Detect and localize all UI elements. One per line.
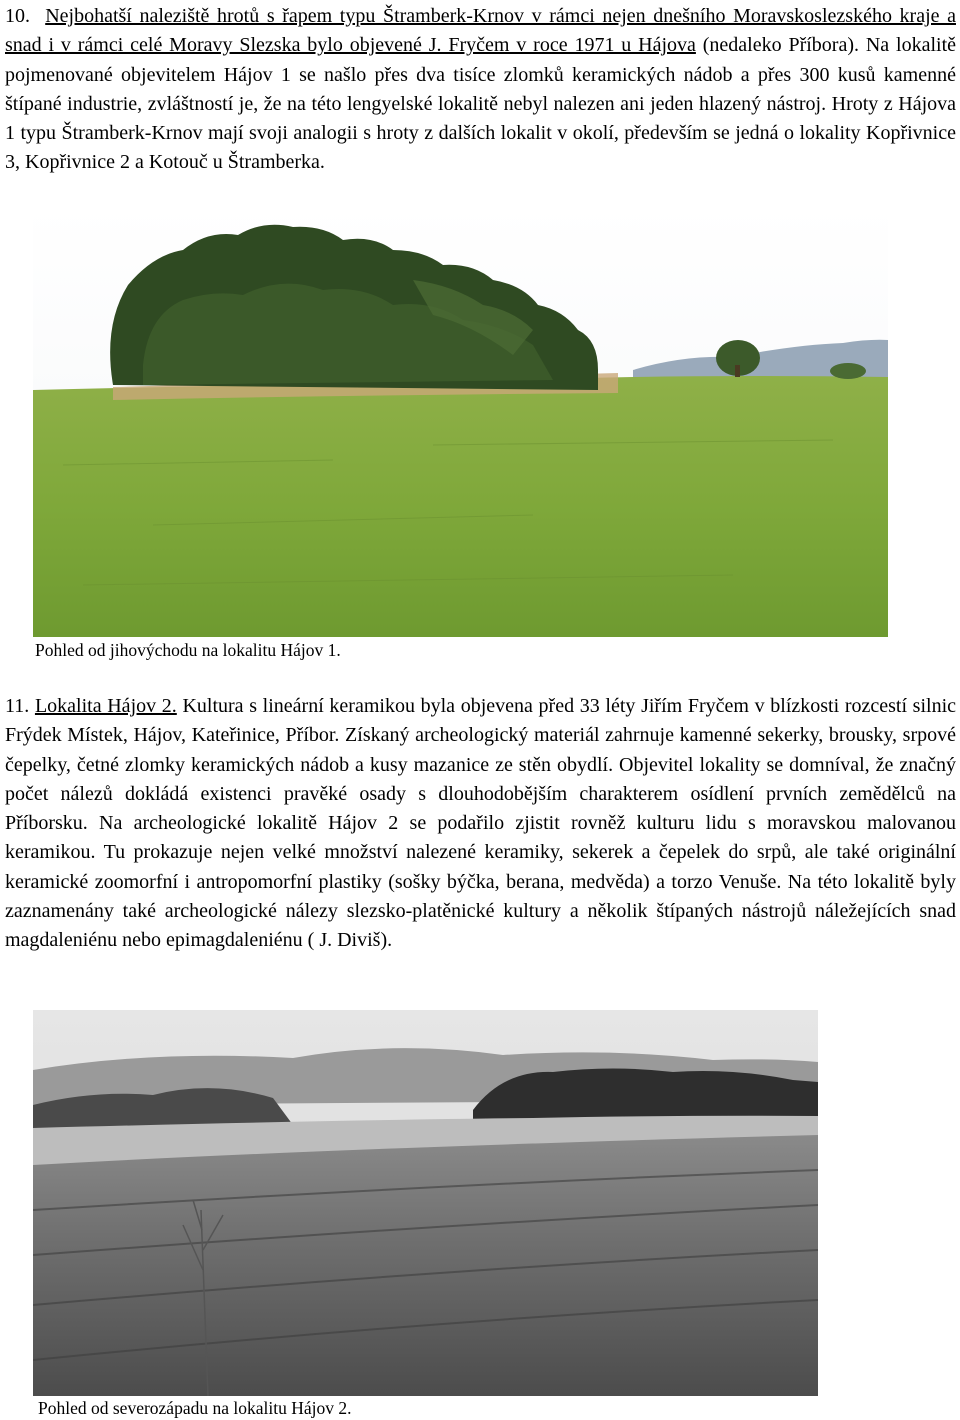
section-11-paragraph [5, 692, 956, 956]
photo-1-caption: Pohled od jihovýchodu na lokalitu Hájov 1. [35, 640, 341, 660]
section-10-paragraph [5, 2, 956, 178]
section-10-title-link[interactable]: Nejbohatší naleziště hrotů s řapem typu Štramberk-Krnov v rámci nejen dnešního Moravskoslezského kraje a snad i v rámci celé Moravy Slezska bylo objevené J. Fryčem v roce 1971 u Hájova [5, 5, 956, 57]
section-10-body: (nedaleko Příbora). Na lokalitě pojmenované objevitelem Hájov 1 se našlo přes dva tisíce zlomků keramických nádob a přes 300 kusů kamenné štípané industrie, zvláštností je, že na této lengyelské lokalitě nebyl nalezen ani jeden hlazený nástroj. Hroty z Hájova 1 typu Štramberk-Krnov mají svoji analogii s hroty z dalších lokalit v okolí, především se jedná o lokality Kopřivnice 3, Kopřivnice 2 a Kotouč u Štramberka. [5, 34, 956, 174]
photo-hajov-1-field [33, 205, 888, 637]
section-11-body: Kultura s lineární keramikou byla objevena před 33 léty Jiřím Fryčem v blízkosti rozcestí silnic Frýdek Místek, Hájov, Kateřinice, Příbor. Získaný archeologický materiál zahrnuje kamenné sekerky, brousky, srpové čepelky, četné zlomky keramických nádob a kusy mazanice ze stěn obydlí. Objevitel lokality se domníval, že značný počet nálezů dokládá existenci pravěké osady s dlouhodobějším charakterem osídlení prvních zemědělců na Příborsku. Na archeologické lokalitě Hájov 2 se podařilo zjistit rovněž kulturu lidu s moravskou malovanou keramikou. Tu prokazuje nejen velké množství nalezené keramiky, sekerek a čepelek do srpů, ale také originální keramické zoomorfní i antropomorfní plastiky (sošky býčka, berana, medvěda) a torzo Venuše. Na této lokalitě byly zaznamenány také archeologické nálezy slezsko-platěnické kultury a několik štípaných nástrojů náležejících snad magdaleniénu nebo epimagdaleniénu ( J. Diviš). [5, 695, 957, 952]
section-10-number: 10. [5, 5, 30, 27]
photo-hajov-2-ploughed-field [33, 1010, 818, 1396]
section-11-title-link[interactable]: Lokalita Hájov 2. [34, 695, 177, 717]
section-11-number: 11. [5, 695, 30, 717]
photo-2-caption: Pohled od severozápadu na lokalitu Hájov 2. [38, 1398, 352, 1418]
